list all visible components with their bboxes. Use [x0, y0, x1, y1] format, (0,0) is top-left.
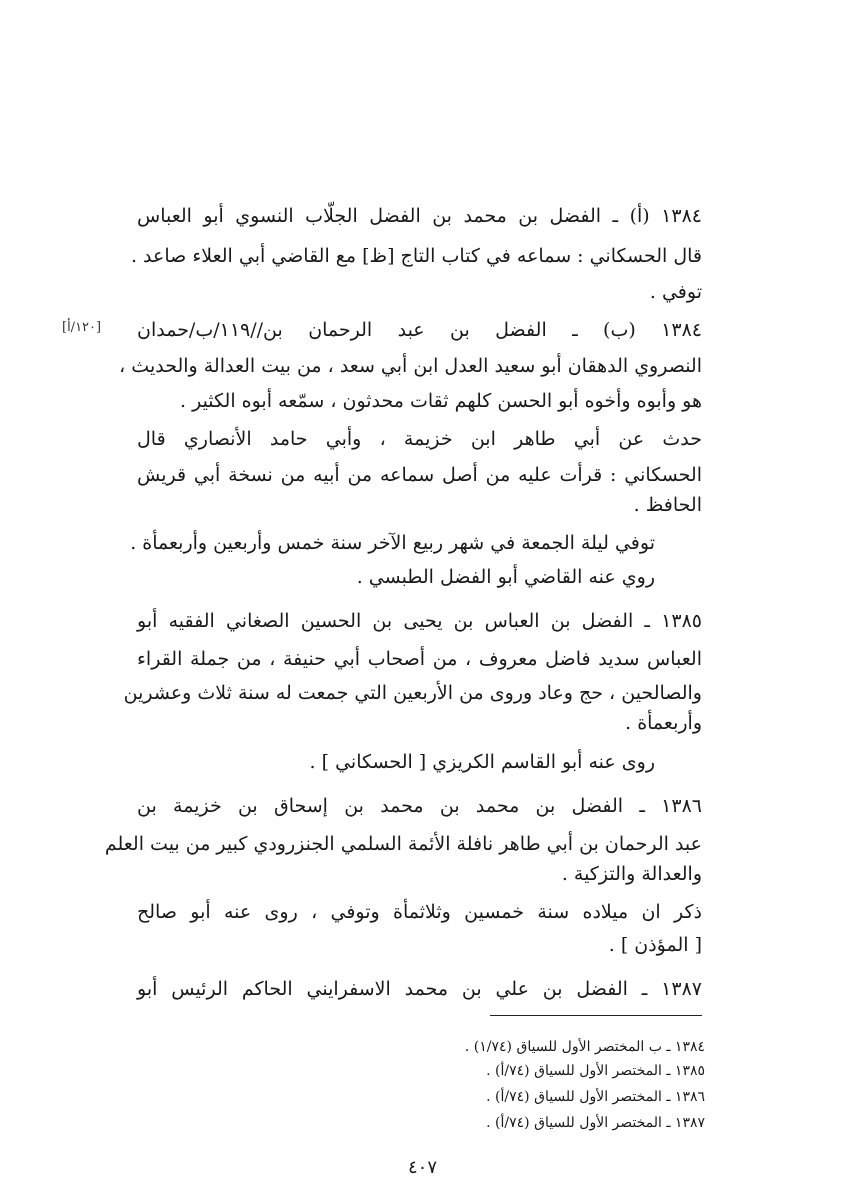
- footnote-1387: ١٣٨٧ ـ المختصر الأول للسياق (٧٤/أ) .: [486, 1115, 705, 1131]
- entry-1384b-line-5: الحسكاني : قرأت عليه من أصل سماعه من أبيه من نسخة أبي قريش: [137, 464, 702, 486]
- margin-folio-note: [١٢٠/أ]: [62, 320, 102, 335]
- entry-1385-line-5: روى عنه أبو القاسم الكريزي [ الحسكاني ] .: [309, 751, 655, 773]
- entry-1384b-line-8: روي عنه القاضي أبو الفضل الطبسي .: [356, 566, 655, 588]
- footnote-1384: ١٣٨٤ ـ ب المختصر الأول للسياق (١/٧٤) .: [464, 1039, 705, 1055]
- footnote-1386: ١٣٨٦ ـ المختصر الأول للسياق (٧٤/أ) .: [486, 1089, 705, 1105]
- entry-1384b-line-4: حدث عن أبي طاهر ابن خزيمة ، وأبي حامد الأنصاري قال: [137, 428, 702, 450]
- entry-1386-line-5: [ المؤذن ] .: [608, 934, 702, 956]
- footnote-1385: ١٣٨٥ ـ المختصر الأول للسياق (٧٤/أ) .: [486, 1063, 705, 1079]
- entry-1385-line-2: العباس سديد فاضل معروف ، من أصحاب أبي حنيفة ، من جملة القراء: [137, 648, 702, 670]
- entry-1385-line-4: وأربعمأة .: [625, 712, 702, 734]
- entry-1384b-line-6: الحافظ .: [633, 494, 702, 516]
- entry-1385-line-1: ١٣٨٥ ـ الفضل بن العباس بن يحيى بن الحسين الصغاني الفقيه أبو: [137, 610, 702, 632]
- entry-1386-line-4: ذكر ان ميلاده سنة خمسين وثلاثمأة وتوفي ، روى عنه أبو صالح: [137, 901, 702, 923]
- entry-1385-line-3: والصالحين ، حج وعاد وروى من الأربعين التي جمعت له سنة ثلاث وعشرين: [123, 682, 702, 704]
- entry-1387-line-1: ١٣٨٧ ـ الفضل بن علي بن محمد الاسفرايني الحاكم الرئيس أبو: [137, 978, 702, 1000]
- entry-1384a-line-2: قال الحسكاني : سماعه في كتاب التاج [ظ] مع القاضي أبي العلاء صاعد .: [130, 245, 702, 267]
- entry-1384b-line-2: النصروي الدهقان أبو سعيد العدل ابن أبي سعد ، من بيت العدالة والحديث ،: [119, 355, 702, 377]
- entry-1386-line-1: ١٣٨٦ ـ الفضل بن محمد بن محمد بن إسحاق بن خزيمة بن: [137, 795, 702, 817]
- footnote-divider: [490, 1015, 702, 1016]
- entry-1384a-line-3: توفي .: [649, 281, 702, 303]
- entry-1384b-line-7: توفي ليلة الجمعة في شهر ربيع الآخر سنة خمس وأربعين وأربعمأة .: [130, 532, 655, 554]
- entry-1384a-line-1: ١٣٨٤ (أ) ـ الفضل بن محمد بن الفضل الجلّاب النسوي أبو العباس: [137, 205, 702, 227]
- entry-1386-line-3: والعدالة والتزكية .: [561, 863, 702, 885]
- entry-1384b-line-1: ١٣٨٤ (ب) ـ الفضل بن عبد الرحمان بن//١١٩/ب/حمدان: [137, 319, 702, 341]
- entry-1384b-line-3: هو وأبوه وأخوه أبو الحسن كلهم ثقات محدثون ، سمّعه أبوه الكثير .: [180, 390, 702, 412]
- entry-1386-line-2: عبد الرحمان بن أبي طاهر نافلة الأئمة السلمي الجنزرودي كبير من بيت العلم: [104, 833, 702, 855]
- page-number: ٤٠٧: [407, 1157, 437, 1178]
